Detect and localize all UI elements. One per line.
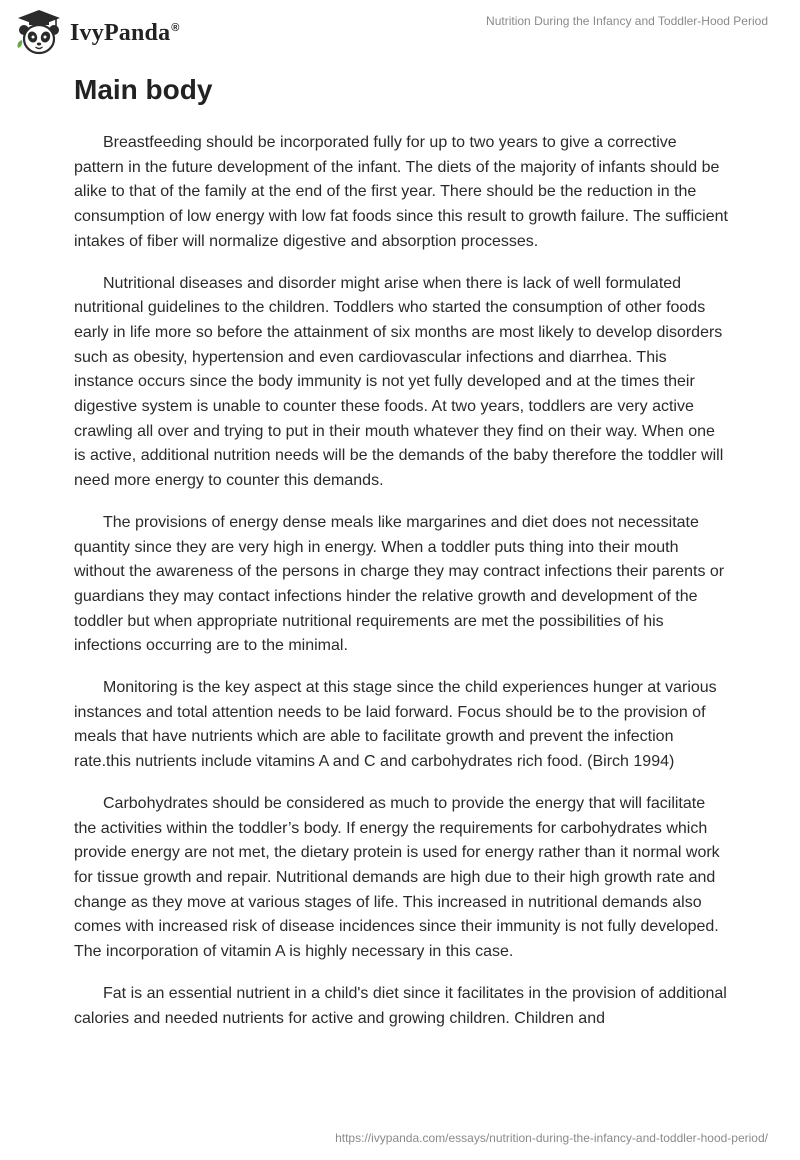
document-title: Nutrition During the Infancy and Toddler-Hood Period bbox=[486, 14, 768, 28]
body-paragraph: Carbohydrates should be considered as much to provide the energy that will facilitate the activities within the toddler’s body. If energy the requirements for carbohydrates which provide energy are not met, the dietary protein is used for energy rather than it normal work for tissue growth and repair. Nutritional demands are high due to their high growth rate and change as they move at various stages of life. This increased in nutritional demands also comes with increased risk of disease incidences since their immunity is not fully developed. The incorporation of vitamin A is highly necessary in this case. bbox=[74, 794, 720, 961]
section-heading: Main body bbox=[74, 74, 213, 105]
registered-mark: ® bbox=[171, 21, 180, 34]
body-paragraph: Monitoring is the key aspect at this stage since the child experiences hunger at various instances and total attention needs to be laid forward. Focus should be to the provision of meals that have nutrients which are able to facilitate growth and prevent the infection rate.this nutrients include vitamins A and C and carbohydrates rich food. (Birch 1994) bbox=[74, 679, 717, 771]
panda-graduation-cap-icon bbox=[14, 8, 64, 56]
body-paragraph: Fat is an essential nutrient in a child's diet since it facilitates in the provision of additional calories and needed nutrients for active and growing children. Children and bbox=[74, 984, 727, 1027]
body-paragraph: The provisions of energy dense meals like margarines and diet does not necessitate quantity since they are very high in energy. When a toddler puts thing into their mouth without the awareness of the persons in charge they may contract infections their parents or guardians they may contact infections hinder the relative growth and development of the toddler but when appropriate nutritional requirements are met the possibilities of his infections occurring are to the minimal. bbox=[74, 513, 725, 655]
brand-name: IvyPanda® bbox=[70, 19, 180, 46]
brand-logo[interactable] bbox=[14, 8, 180, 56]
page-header bbox=[0, 0, 800, 64]
body-paragraph: Breastfeeding should be incorporated fully for up to two years to give a corrective pattern in the future development of the infant. The diets of the majority of infants should be alike to that of the family at the end of the first year. There should be the reduction in the consumption of low energy with low fat foods since this result to growth failure. The sufficient intakes of fiber will normalize digestive and absorption processes. bbox=[74, 134, 728, 250]
body-paragraph: Nutritional diseases and disorder might arise when there is lack of well formulated nutritional guidelines to the children. Toddlers who started the consumption of other foods early in life more so before the attainment of six months are most likely to develop disorders such as obesity, hypertension and even cardiovascular infections and diarrhea. This instance occurs since the body immunity is not yet fully developed and at the times their digestive system is unable to counter these foods. At two years, toddlers are very active crawling all over and trying to put in their mouth whatever they find on their way. When one is active, additional nutrition needs will be the demands of the baby therefore the toddler will need more energy to counter this demands. bbox=[74, 274, 724, 490]
main-content bbox=[74, 70, 730, 1048]
source-url[interactable]: https://ivypanda.com/essays/nutrition-during-the-infancy-and-toddler-hood-period/ bbox=[335, 1131, 768, 1145]
